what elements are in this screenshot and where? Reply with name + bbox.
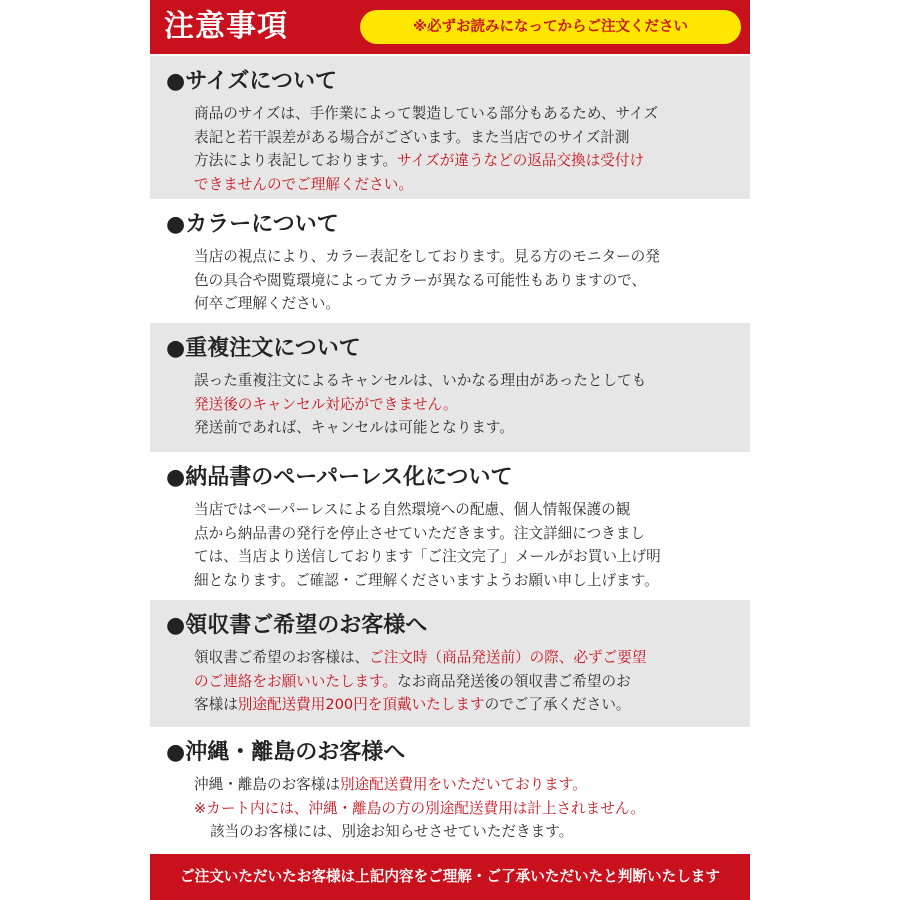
section-body [194,102,739,196]
section-title: ●重複注文について [166,336,361,361]
body-line [194,545,739,569]
body-line [194,393,739,417]
body-text: 細となります。ご確認・ご理解くださいますようお願い申し上げます。 [194,571,659,589]
body-line [194,569,739,593]
body-line [194,693,739,717]
section-duplicate-order [150,323,750,452]
body-line [194,292,739,316]
body-line [194,149,739,173]
section-title: ●カラーについて [166,212,339,237]
body-text: ては、当店より送信しております「ご注文完了」メールがお買い上げ明 [194,548,661,565]
section-color [150,199,750,323]
body-text: のでご了承ください。 [484,696,631,713]
highlight-text: のご連絡をお願いいたします。 [194,672,398,690]
body-line [194,102,739,126]
body-line [194,773,739,797]
body-line [194,797,739,821]
header-banner [150,0,750,54]
body-text: 誤った重複注文によるキャンセルは、いかなる理由があったとしても [194,372,647,389]
highlight-text: 別途配送費用200円を頂戴いたします [237,696,485,713]
body-text: 色の具合や閲覧環境によってカラーが異なる可能性もありますので、 [194,271,647,289]
body-line [194,245,739,269]
body-text: 発送前であれば、キャンセルは可能となります。 [194,419,514,436]
section-size [150,56,750,199]
body-line [194,269,739,293]
body-line [194,498,739,522]
highlight-text: 発送後のキャンセル対応ができません。 [194,395,458,413]
highlight-text: ご注文時（商品発送前）の際、必ずご要望 [369,649,647,666]
body-line [194,369,739,393]
section-title: ●サイズについて [166,69,337,94]
footer-banner: ご注文いただいたお客様は上記内容をご理解・ご了承いただいたと判断いたします [150,854,750,900]
section-title: ●沖縄・離島のお客様へ [166,740,406,765]
section-body [194,245,739,316]
body-line [194,820,739,844]
highlight-text: できませんのでご理解ください。 [194,175,413,193]
highlight-text: ※カート内には、沖縄・離島の方の別途配送費用は計上されません。 [194,799,645,817]
body-text: 該当のお客様には、別途お知らせさせていただきます。 [210,823,574,840]
highlight-text: 別途配送費用をいただいております。 [339,776,587,793]
body-text: 客様は [194,696,238,713]
section-paperless-invoice [150,452,750,600]
notice-panel [150,0,750,900]
section-title: ●納品書のペーパーレス化について [166,465,513,490]
body-text: 沖縄・離島のお客様は [194,776,340,793]
body-text: 表記と若干誤差がある場合がございます。また当店でのサイズ計測 [194,128,630,146]
body-text: 商品のサイズは、手作業によって製造している部分もあるため、サイズ [194,105,659,122]
page-title: 注意事項 [164,9,288,44]
body-line [194,416,739,440]
body-line [194,522,739,546]
body-text: 点から納品書の発行を停止させていただきます。注文詳細につきまし [194,524,645,542]
section-receipt [150,600,750,727]
section-body [194,498,739,592]
body-text: 方法により表記しております。 [194,152,398,169]
body-text: なお商品発送後の領収書ご希望のお [397,672,631,690]
section-title: ●領収書ご希望のお客様へ [166,613,428,638]
highlight-text: サイズが違うなどの返品交換は受付け [397,152,645,169]
body-text: 領収書ご希望のお客様は、 [194,649,370,666]
section-body [194,369,739,440]
body-text: 何卒ご理解ください。 [194,295,340,312]
body-line [194,670,739,694]
body-line [194,126,739,150]
section-body [194,646,739,717]
section-body [194,773,739,844]
body-text: 当店ではペーパーレスによる自然環境への配慮、個人情報保護の観 [194,501,631,518]
body-text: 当店の視点により、カラー表記をしております。見る方のモニターの発 [194,248,660,265]
read-before-order-notice: ※必ずお読みになってからご注文ください [360,10,741,44]
body-line [194,173,739,197]
section-okinawa-islands [150,727,750,847]
body-line [194,646,739,670]
